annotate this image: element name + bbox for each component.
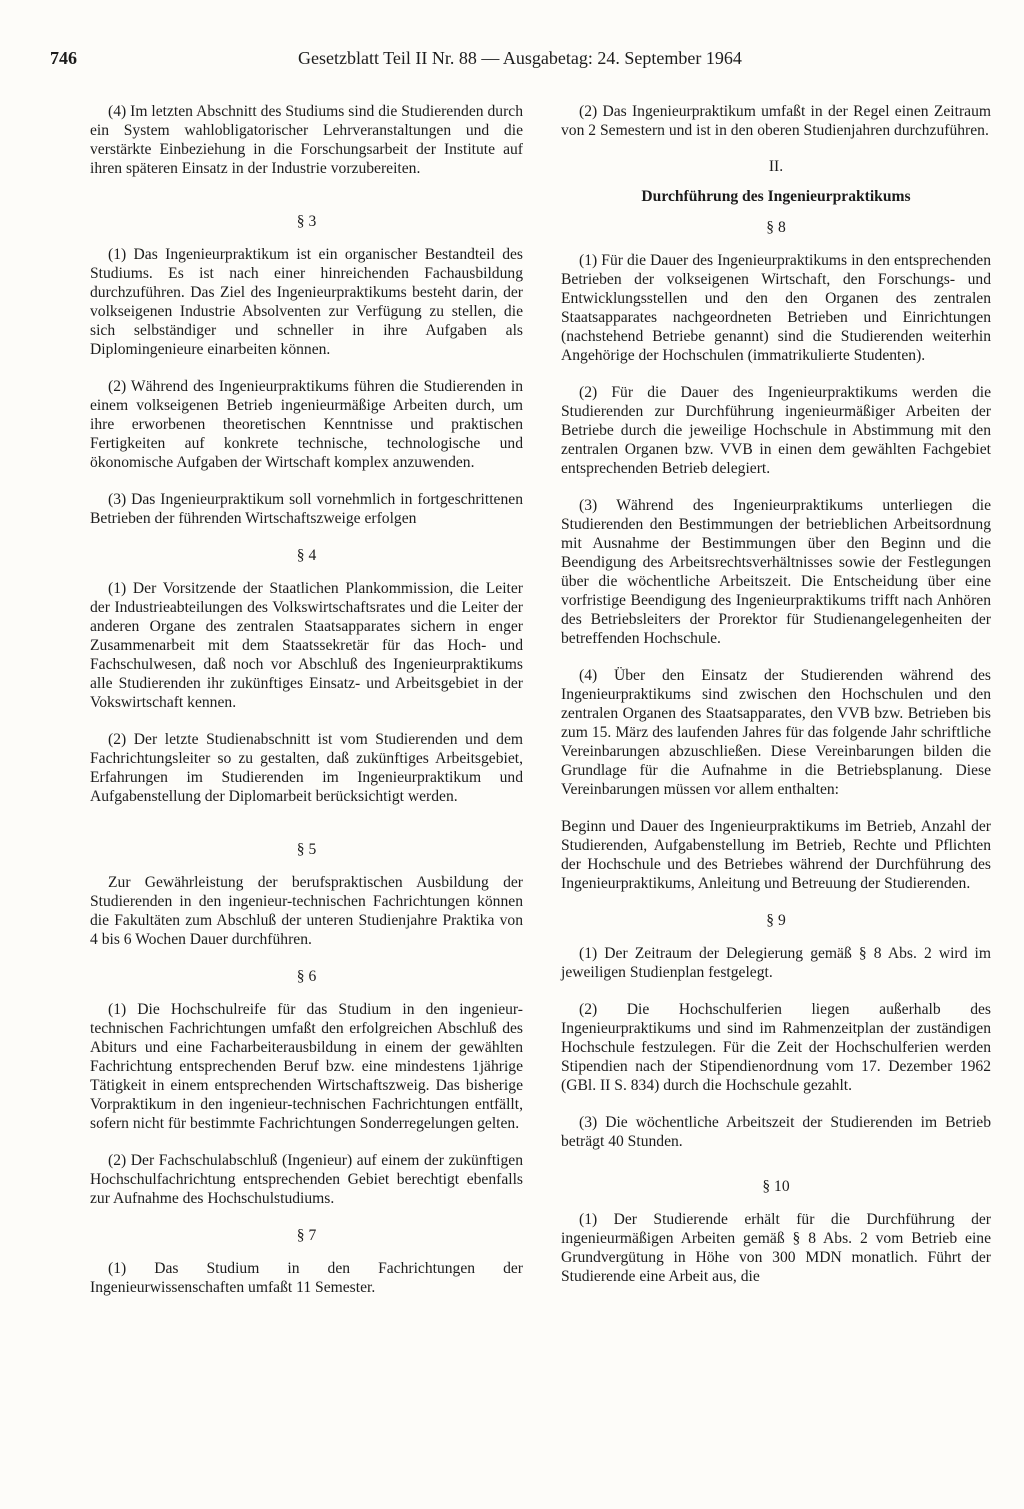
paragraph: (2) Der Fachschulabschluß (Ingenieur) auf einem der zukünftigen Hochschulfachrichtung entsprechenden Gebiet berechtigt ebenfalls zur Aufnahme des Hochschulstudiums.: [90, 1152, 523, 1207]
paragraph: (1) Das Ingenieurpraktikum ist ein organischer Bestandteil des Studiums. Es ist nach einer hinreichenden Fachausbildung durchzuführen. Das Ziel des Ingenieurpraktikums besteht darin, der volkseigenen Industrie Absolventen zur Verfügung zu stellen, die sich selbständiger und schneller in ihre Aufgaben als Diplomingenieure einarbeiten können.: [90, 246, 523, 358]
paragraph: (2) Während des Ingenieurpraktikums führen die Studierenden in einem volkseigenen Betrieb ingenieurmäßige Arbeiten durch, um ihre erworbenen theoretischen Kenntnisse und praktischen Fertigkeiten auf konkrete technische, technologische und ökonomische Aufgaben der Wirtschaft komplex anzuwenden.: [90, 378, 523, 471]
paragraph: (3) Während des Ingenieurpraktikums unterliegen die Studierenden den Bestimmungen der betrieblichen Arbeitsordnung mit Ausnahme der Bestimmungen über den Beginn und die Beendigung des Arbeitsrechtsverhältnisses sowie der Festlegungen über die wöchentliche Arbeitszeit. Die Entscheidung über eine vorfristige Beendigung des Ingenieurpraktikums trifft nach Anhören des Betriebsleiters der Prorektor für Studienangelegenheiten der betreffenden Hochschule.: [561, 497, 991, 647]
paragraph: (2) Für die Dauer des Ingenieurpraktikums werden die Studierenden zur Durchführung ingenieurmäßiger Arbeiten der Betriebe durch die jeweilige Hochschule in Abstimmung mit den zentralen Organen bzw. VVB in einen dem gewählten Fachgebiet entsprechenden Betrieb delegiert.: [561, 384, 991, 477]
paragraph: (1) Das Studium in den Fachrichtungen der Ingenieurwissenschaften umfaßt 11 Semester.: [90, 1260, 523, 1296]
section-heading-6: § 6: [296, 968, 317, 985]
paragraph: (2) Das Ingenieurpraktikum umfaßt in der Regel einen Zeitraum von 2 Semestern und ist in den oberen Studienjahren durchzuführen.: [561, 103, 991, 139]
paragraph: (1) Der Studierende erhält für die Durchführung der ingenieurmäßigen Arbeiten gemäß § 8 Abs. 2 vom Betrieb eine Grundvergütung in Höhe von 300 MDN monatlich. Führt der Studierende eine Arbeit aus, die: [561, 1211, 991, 1285]
paragraph: (2) Der letzte Studienabschnitt ist vom Studierenden und dem Fachrichtungsleiter so zu gestalten, daß zukünftiges Arbeitsgebiet, Erfahrungen im Studierenden im Ingenieurpraktikum und Aufgabenstellung der Diplomarbeit berücksichtigt werden.: [90, 731, 523, 805]
paragraph: (4) Im letzten Abschnitt des Studiums sind die Studierenden durch ein System wahlobligatorischer Lehrveranstaltungen und die verstärkte Einbeziehung in die Forschungsarbeit der Institute auf ihren späteren Einsatz in der Industrie vorzubereiten.: [90, 103, 523, 177]
list-block: Beginn und Dauer des Ingenieurpraktikums im Betrieb, Anzahl der Studierenden, Aufgabenstellung im Betrieb, Rechte und Pflichten der Hochschule und des Betriebes während der Durchführung des Ingenieurpraktikums, Anleitung und Betreuung der Studierenden.: [561, 818, 991, 892]
page-number: 746: [50, 48, 77, 68]
paragraph: Zur Gewährleistung der berufspraktischen Ausbildung der Studierenden in den ingenieur-technischen Fachrichtungen können die Fakultäten zum Abschluß der unteren Studienjahre Praktika von 4 bis 6 Wochen Dauer durchführen.: [90, 874, 523, 948]
paragraph: (1) Die Hochschulreife für das Studium in den ingenieur-technischen Fachrichtungen umfaßt den erfolgreichen Abschluß des Abiturs und eine Facharbeiterausbildung in einem der gewählten Fachrichtung entsprechenden Beruf bzw. eine mindestens 1jährige Tätigkeit in einem entsprechenden Wirtschaftszweig. Das bisherige Vorpraktikum in den ingenieur-technischen Fachrichtungen entfällt, sofern nicht für bestimmte Fachrichtungen Sonderregelungen gelten.: [90, 1001, 523, 1132]
paragraph: (3) Die wöchentliche Arbeitszeit der Studierenden im Betrieb beträgt 40 Stunden.: [561, 1114, 991, 1150]
section-heading-7: § 7: [296, 1227, 317, 1244]
paragraph: (1) Der Vorsitzende der Staatlichen Plankommission, die Leiter der Industrieabteilungen des Volkswirtschaftsrates und die Leiter der anderen Organe des zentralen Staatsapparates sichern in enger Zusammenarbeit mit dem Staatssekretär für das Hoch- und Fachschulwesen, daß noch vor Abschluß des Ingenieurpraktikums alle Studierenden ihr zukünftiges Einsatz- und Arbeitsgebiet in der Vokswirtschaft kennen.: [90, 580, 523, 711]
gazette-title: Gesetzblatt Teil II Nr. 88 — Ausgabetag: 24. September 1964: [298, 48, 742, 68]
part-title: Durchführung des Ingenieurpraktikums: [641, 188, 911, 205]
paragraph: (1) Für die Dauer des Ingenieurpraktikums in den entsprechenden Betrieben der volkseigenen Wirtschaft, den Forschungs- und Entwicklungsstellen und den den Organen des zentralen Staatsapparates nachgeordneten Betrieben und Einrichtungen (nachstehend Betriebe genannt) sind die Studierenden weiterhin Angehörige der Hochschulen (immatrikulierte Studenten).: [561, 252, 991, 364]
paragraph: (4) Über den Einsatz der Studierenden während des Ingenieurpraktikums sind zwischen den Hochschulen und den zentralen Organen des Staatsapparates, den VVB bzw. Betrieben bis zum 15. März des laufenden Jahres für das folgende Jahr schriftliche Vereinbarungen abzuschließen. Diese Vereinbarungen bilden die Grundlage für die Aufnahme in die Betriebsplanung. Diese Vereinbarungen müssen vor allem enthalten:: [561, 667, 991, 798]
paragraph: (1) Der Zeitraum der Delegierung gemäß § 8 Abs. 2 wird im jeweiligen Studienplan festgelegt.: [561, 945, 991, 981]
section-heading-10: § 10: [762, 1178, 790, 1195]
left-column: [90, 102, 523, 1315]
section-heading-8: § 8: [766, 219, 786, 236]
section-heading-4: § 4: [296, 547, 317, 564]
part-numeral: II.: [768, 158, 784, 175]
page-header: [50, 44, 990, 78]
section-heading-5: § 5: [296, 841, 317, 858]
right-column: [561, 102, 991, 1304]
section-heading-9: § 9: [766, 912, 786, 929]
paragraph: (3) Das Ingenieurpraktikum soll vornehmlich in fortgeschrittenen Betrieben der führenden Wirtschaftszweige erfolgen: [90, 491, 523, 527]
paragraph: (2) Die Hochschulferien liegen außerhalb des Ingenieurpraktikums und sind im Rahmenzeitplan der zuständigen Hochschule festzulegen. Für die Zeit der Hochschulferien werden Stipendien nach der Stipendienordnung vom 17. Dezember 1962 (GBl. II S. 834) durch die Hochschule gezahlt.: [561, 1001, 991, 1094]
section-heading-3: § 3: [296, 213, 317, 230]
